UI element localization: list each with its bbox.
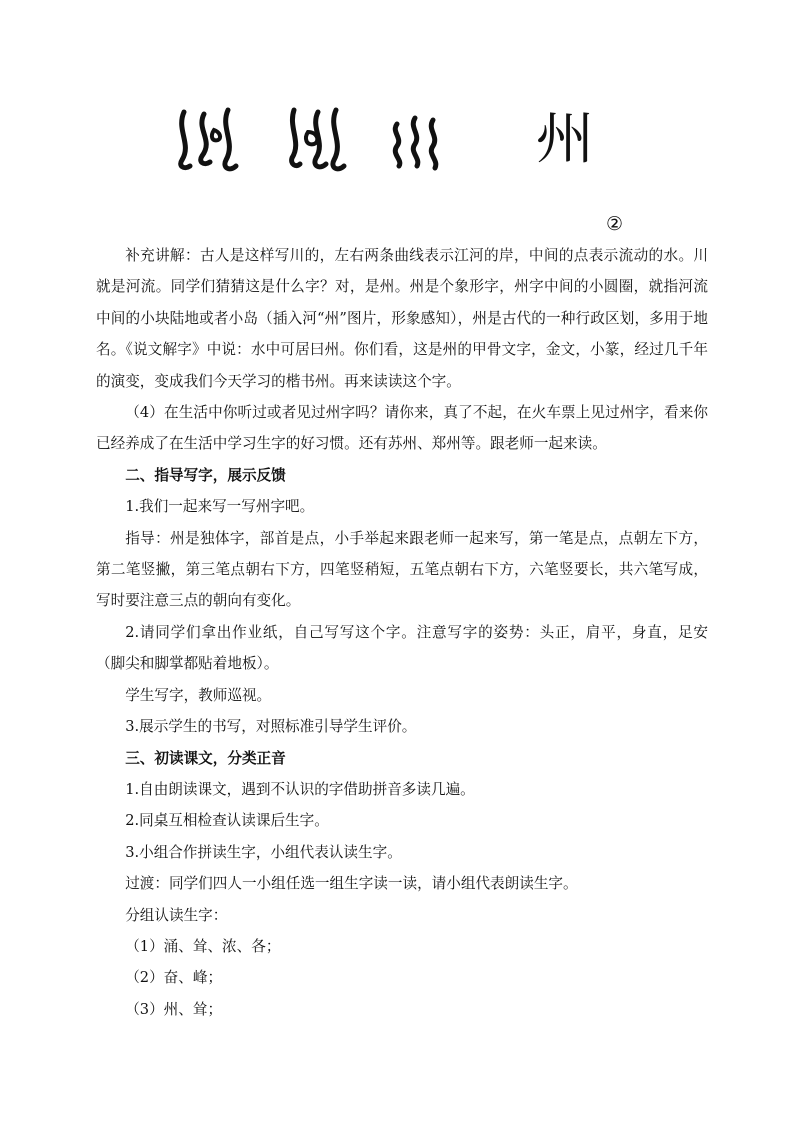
group-reading-label: 分组认读生字： [125, 906, 228, 924]
reading-step-1: 1.自由朗读课文，遇到不认识的字借助拼音多读几遍。 [125, 780, 475, 798]
student-writing-note: 学生写字，教师巡视。 [125, 686, 272, 704]
seal-zhou-icon [385, 100, 465, 180]
regular-script-character: 州 [535, 107, 595, 172]
regular-script-zhou [525, 100, 605, 180]
oracle-bone-zhou-icon [170, 100, 250, 180]
bronze-zhou-icon [280, 100, 360, 180]
explanation-paragraph: 补充讲解：古人是这样写川的，左右两条曲线表示江河的岸，中间的点表示流动的水。川就是河流。同学们猜猜这是什么字？对，是州。州是个象形字，州字中间的小圆圈，就指河流中间的小块陆地或者小岛（插入河“州”图片，形象感知），州是古代的一种行政区划，多用于地名。《说文解字》中说：水中可居曰州。你们看，这是州的甲骨文字，金文，小篆，经过几千年的演变，变成我们今天学习的楷书州。再来读读这个字。 [96, 247, 708, 390]
group-2-characters: （2）奋、峰； [125, 969, 223, 987]
writing-step-2: 2.请同学们拿出作业纸，自己写写这个字。注意写字的姿势：头正，肩平，身直，足安（脚尖和脚掌都贴着地板）。 [96, 623, 708, 673]
reading-step-2: 2.同桌互相检查认读课后生字。 [125, 812, 329, 830]
ancient-character-forms [150, 100, 610, 190]
life-example-paragraph: （4）在生活中你听过或者见过州字吗？请你来，真了不起，在火车票上见过州字，看来你已经养成了在生活中学习生字的好习惯。还有苏州、郑州等。跟老师一起来读。 [96, 404, 708, 453]
writing-guidance: 指导：州是独体字，部首是点，小手举起来跟老师一起来写，第一笔是点，点朝左下方，第二笔竖撇，第三笔点朝右下方，四笔竖稍短，五笔点朝右下方，六笔竖要长，共六笔写成，写时要注意三点的朝向有变化。 [96, 529, 708, 610]
group-3-characters: （3）州、耸； [125, 1000, 223, 1018]
writing-step-3: 3.展示学生的书写，对照标准引导学生评价。 [125, 718, 417, 736]
document-body [96, 240, 708, 1025]
writing-step-1: 1.我们一起来写一写州字吧。 [125, 498, 315, 516]
section-heading-reading: 三、初读课文，分类正音 [125, 749, 286, 767]
section-heading-writing: 二、指导写字，展示反馈 [125, 466, 286, 484]
transition-note: 过渡：同学们四人一小组任选一组生字读一读，请小组代表朗读生字。 [125, 875, 578, 893]
figure-marker: ② [606, 213, 624, 235]
reading-step-3: 3.小组合作拼读生字，小组代表认读生字。 [125, 843, 402, 861]
group-1-characters: （1）涌、耸、浓、各； [125, 937, 281, 955]
